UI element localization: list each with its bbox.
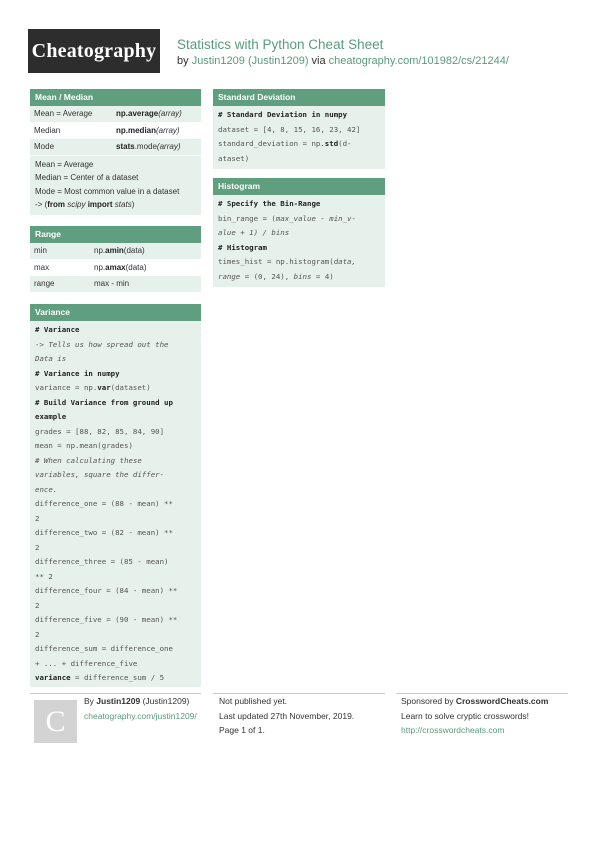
cheatography-logo[interactable]: Cheatography: [28, 29, 160, 73]
code-part: bin_range = (: [218, 213, 276, 223]
code-line: [218, 255, 380, 270]
histogram-code: [213, 195, 385, 287]
std-header: Standard Deviation: [213, 89, 385, 106]
histogram-section: [213, 178, 385, 287]
code-line: alue + 1) / bins: [218, 228, 290, 237]
code-fn: np.median: [116, 125, 157, 135]
footer-author: [84, 694, 197, 723]
code-part: times_hist = np.histogram(: [218, 257, 334, 266]
footer-by: By: [84, 696, 97, 706]
byline-by: by: [177, 55, 192, 67]
table-row: [30, 243, 201, 259]
range-section: [30, 226, 201, 293]
table-row: [30, 139, 201, 156]
note-line: Mean = Average: [35, 159, 94, 169]
footer-author-link[interactable]: cheatography.com/justin1209/: [84, 710, 197, 721]
code-line: difference_three = (85 - mean): [35, 557, 169, 566]
code-line: Data is: [35, 354, 67, 363]
code-fn: amin: [105, 246, 124, 256]
kw-import: import: [87, 200, 113, 209]
sheet-url-link[interactable]: cheatography.com/101982/cs/21244/: [328, 55, 509, 67]
import-suffix: ): [131, 200, 135, 209]
footer-handle: (Justin1209): [140, 696, 190, 706]
code-line: 2: [35, 600, 40, 610]
code-line: + ... + difference_five: [35, 658, 138, 668]
row-code: [112, 106, 201, 122]
row-code: [90, 259, 201, 276]
code-part: standard_deviation = np.: [218, 139, 325, 148]
code-line: # When calculating these: [35, 455, 142, 465]
code-arg: (array): [156, 125, 180, 135]
code-pre: max - min: [94, 279, 130, 289]
code-part: max_value - min_v-: [275, 213, 356, 223]
code-line: ** 2: [35, 571, 53, 581]
code-part: = difference_sum / 5: [70, 673, 165, 682]
row-code: [90, 276, 201, 293]
sponsor-line: [401, 694, 548, 709]
std-section: [213, 89, 385, 169]
code-line: # Variance in numpy: [35, 368, 120, 378]
code-arg: (array): [156, 142, 181, 152]
row-label: min: [30, 243, 90, 259]
kw-from: from: [47, 200, 66, 209]
mean-median-section: [30, 89, 201, 215]
code-part: = (0, 24),: [240, 271, 294, 281]
mean-median-header: Mean / Median: [30, 89, 201, 106]
code-line: ence.: [35, 484, 58, 494]
code-line: # Specify the Bin-Range: [218, 199, 321, 208]
range-table: [30, 243, 201, 293]
code-fn: np.average: [116, 109, 159, 119]
code-part: (dataset): [110, 383, 151, 392]
row-code: [112, 122, 201, 139]
mean-median-notes: [30, 156, 201, 215]
page-title: Statistics with Python Cheat Sheet: [177, 37, 384, 52]
histogram-header: Histogram: [213, 178, 385, 195]
code-method: .mode: [134, 142, 157, 152]
row-code: [90, 243, 201, 259]
import-prefix: -> (: [35, 200, 48, 209]
code-line: [35, 671, 196, 686]
code-line: difference_five = (90 - mean) **: [35, 615, 178, 624]
note-line: Median = Center of a dataset: [35, 173, 139, 182]
table-row: [30, 276, 201, 293]
sponsor-prefix: Sponsored by: [401, 696, 456, 706]
code-arg: (array): [158, 109, 182, 119]
code-line: # Variance: [35, 325, 80, 334]
avatar[interactable]: C: [34, 700, 77, 743]
code-part: bins: [293, 271, 312, 281]
code-line: mean = np.mean(grades): [35, 441, 133, 450]
code-line: # Standard Deviation in numpy: [218, 110, 348, 119]
code-line: dataset = [4, 8, 15, 16, 23, 42]: [218, 124, 361, 134]
table-row: [30, 122, 201, 139]
note-line: Mode = Most common value in a dataset: [35, 186, 180, 196]
code-line: difference_one = (88 - mean) **: [35, 499, 173, 508]
std-code: [213, 106, 385, 169]
code-pre: np.: [94, 246, 106, 256]
code-pre: np.: [94, 262, 106, 272]
code-part: data,: [333, 257, 356, 266]
module-stats: stats: [112, 200, 132, 209]
code-line: 2: [35, 629, 40, 639]
code-post: (data): [123, 246, 145, 256]
code-line: example: [35, 412, 67, 421]
variance-section: [30, 304, 201, 687]
sponsor-tagline: Learn to solve cryptic crosswords!: [401, 710, 530, 721]
code-fn: stats: [116, 142, 135, 152]
code-line: difference_four = (84 - mean) **: [35, 586, 178, 595]
code-line: # Histogram: [218, 242, 267, 252]
code-part: variance: [35, 673, 71, 682]
author-link[interactable]: Justin1209 (Justin1209): [191, 55, 309, 67]
code-part: range: [218, 271, 241, 281]
code-line: # Build Variance from ground up: [35, 397, 173, 407]
footer-author-name[interactable]: Justin1209: [96, 696, 141, 706]
code-part: std: [324, 139, 339, 148]
code-line: difference_two = (82 - mean) **: [35, 528, 173, 537]
row-label: max: [30, 259, 90, 276]
variance-header: Variance: [30, 304, 201, 321]
table-row: [30, 259, 201, 276]
row-label: Mode: [30, 139, 112, 156]
code-line: [218, 270, 380, 285]
code-post: (data): [125, 262, 147, 272]
row-code: [112, 139, 201, 156]
code-line: difference_sum = difference_one: [35, 644, 173, 653]
code-line: 2: [35, 542, 40, 552]
table-row: [30, 106, 201, 122]
footer-by-line: [84, 694, 197, 709]
footer-status: [219, 694, 354, 738]
code-part: variance = np.: [35, 383, 98, 392]
range-header: Range: [30, 226, 201, 243]
row-label: Mean = Average: [30, 106, 112, 122]
sponsor-name[interactable]: CrosswordCheats.com: [455, 696, 549, 706]
code-line: [35, 381, 196, 396]
footer-sponsor: [401, 694, 548, 738]
code-line: [218, 212, 380, 227]
code-line: variables, square the differ-: [35, 470, 165, 479]
byline-via: via: [308, 55, 329, 67]
code-line: 2: [35, 513, 40, 523]
last-updated: Last updated 27th November, 2019.: [219, 710, 355, 721]
code-part: var: [97, 383, 111, 392]
variance-code: [30, 321, 201, 689]
mean-median-table: [30, 106, 201, 156]
sponsor-link[interactable]: http://crosswordcheats.com: [401, 725, 505, 735]
code-line: -> Tells us how spread out the: [35, 339, 169, 349]
publish-status: Not published yet.: [219, 696, 288, 706]
code-fn: amax: [105, 262, 126, 272]
code-line: [218, 137, 380, 152]
code-line: ataset): [218, 153, 250, 163]
row-label: Median: [30, 122, 112, 139]
row-label: range: [30, 276, 90, 293]
code-part: = 4): [311, 271, 334, 281]
import-line: [35, 198, 196, 212]
byline: [177, 55, 509, 67]
module-scipy: scipy: [65, 200, 88, 209]
page-count: Page 1 of 1.: [219, 725, 265, 735]
code-part: (d-: [338, 139, 352, 148]
code-line: grades = [88, 82, 85, 84, 90]: [35, 426, 165, 436]
